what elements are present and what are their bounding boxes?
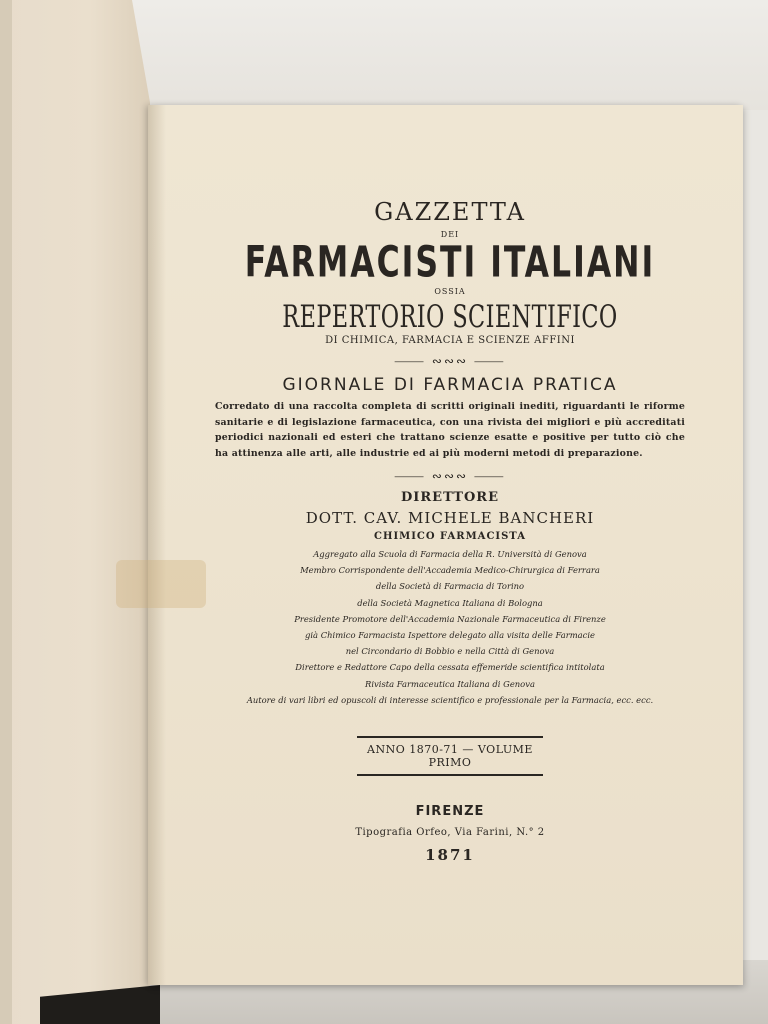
section-heading: GIORNALE DI FARMACIA PRATICA (282, 375, 618, 395)
director-title: CHIMICO FARMACISTA (374, 531, 526, 542)
credential-line: Rivista Farmaceutica Italiana di Genova (365, 678, 535, 689)
director-label: DIRETTORE (401, 490, 499, 505)
page-gutter (148, 105, 166, 985)
volume-box: ANNO 1870-71 — VOLUME PRIMO (357, 736, 543, 776)
left-page (0, 0, 150, 1024)
imprint-city: FIRENZE (415, 804, 485, 820)
credential-line: già Chimico Farmacista Ispettore delegato alla visita delle Farmacie (305, 630, 595, 641)
director-name: DOTT. CAV. MICHELE BANCHERI (305, 509, 595, 527)
cover-edge (0, 0, 12, 1024)
credential-line: della Società Magnetica Italiana di Bologna (357, 597, 543, 608)
title-page-content (170, 180, 730, 864)
section-description: Corredato di una raccolta completa di scritti originali inediti, riguardanti le riforme sanitarie e di legislazione farmaceutica, con una rivista dei migliori e più accreditati periodici nazionali ed esteri che trattano scienze esatte e positive per tutto ciò che ha attinenza alle arti, alle industrie ed ai più moderni metodi di preparazione. (215, 401, 685, 459)
credential-line: Autore di vari libri ed opuscoli di interesse scientifico e professionale per la Farmacia, ecc. ecc. (246, 694, 654, 705)
subtitle-description: DI CHIMICA, FARMACIA E SCIENZE AFFINI (325, 335, 575, 346)
connector-dei: DEI (440, 230, 460, 239)
subtitle: REPERTORIO SCIENTIFICO (282, 298, 618, 335)
connector-ossia: OSSIA (434, 287, 466, 296)
credential-line: nel Circondario di Bobbio e nella Città di Genova (345, 646, 555, 657)
credential-line: della Società di Farmacia di Torino (375, 581, 525, 592)
main-title: FARMACISTI ITALIANI (244, 238, 656, 288)
title-line1: GAZZETTA (374, 198, 526, 226)
director-credentials (170, 546, 730, 708)
ornament-divider-2: ⸻ ∾∾∾ ⸻ (394, 469, 506, 483)
credential-line: Presidente Promotore dell'Accademia Nazionale Farmaceutica di Firenze (294, 613, 606, 624)
credential-line: Direttore e Redattore Capo della cessata effemeride scientifica intitolata (295, 662, 605, 673)
credential-line: Membro Corrispondente dell'Accademia Medico-Chirurgica di Ferrara (300, 565, 600, 576)
ornament-divider: ⸻ ∾∾∾ ⸻ (394, 354, 506, 368)
imprint-printer: Tipografia Orfeo, Via Farini, N.° 2 (355, 827, 545, 839)
imprint-year: 1871 (425, 846, 475, 865)
credential-line: Aggregato alla Scuola di Farmacia della R. Università di Genova (313, 549, 587, 559)
